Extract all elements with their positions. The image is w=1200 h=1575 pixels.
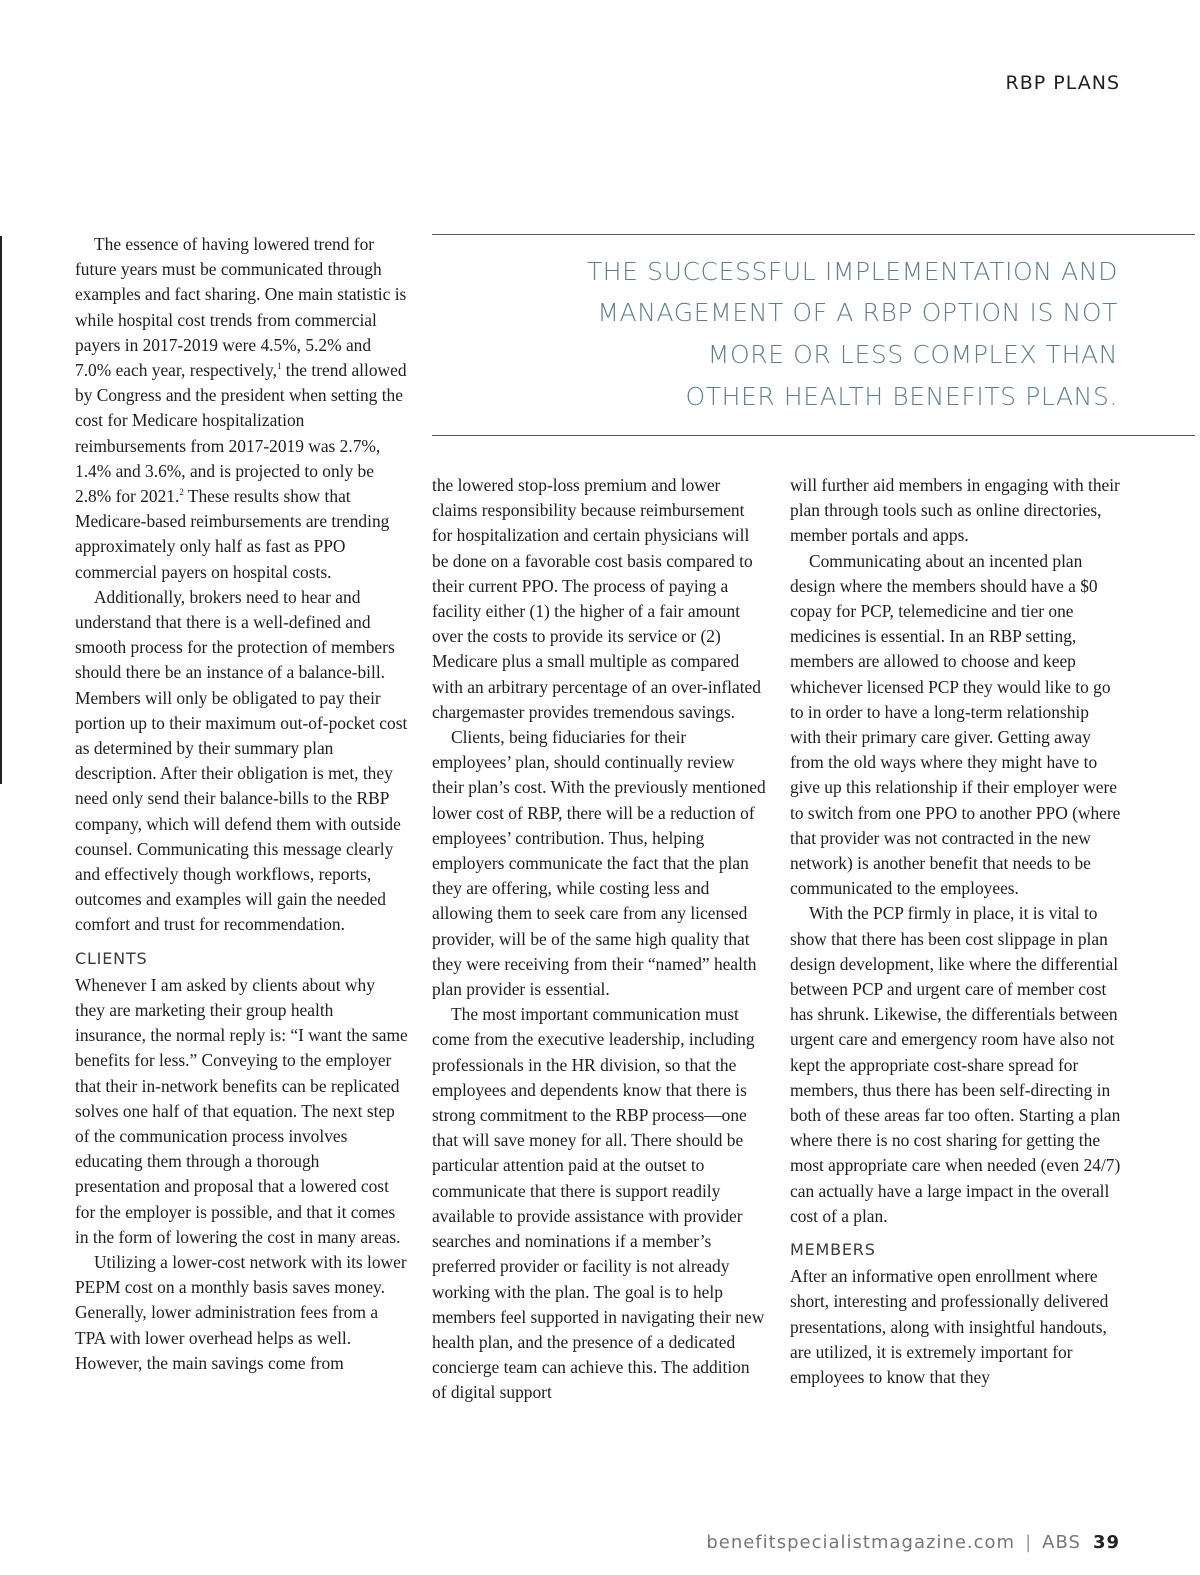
paragraph: Communicating about an incented plan design where the members should have a $0 copay for PCP, telemedicine and tier one medicines is essential. In an RBP setting, members are allowed to choose and keep whichever licensed PCP they would like to go to in order to have a long-term relationship with their primary care giver. Getting away from the old ways where they might have to give up this relationship if their employer were to switch from one PPO to another PPO (where that provider was not contracted in the new network) is another benefit that needs to be communicated to the employees. <box>790 550 1121 899</box>
footer-separator: | <box>1025 1532 1033 1553</box>
subheading-clients: CLIENTS <box>75 948 148 968</box>
column-1 <box>75 232 408 1376</box>
pull-quote-line: THE SUCCESSFUL IMPLEMENTATION AND <box>586 257 1118 286</box>
footnote-marker: 2 <box>179 487 184 498</box>
paragraph: Utilizing a lower-cost network with its lower PEPM cost on a monthly basis saves money. Generally, lower administration fees from a TPA with lower overhead helps as well. However, the main savings come from <box>75 1251 407 1373</box>
footer-publication: ABS <box>1042 1532 1081 1553</box>
section-label: RBP PLANS <box>1005 72 1120 94</box>
subheading-members: MEMBERS <box>790 1240 876 1260</box>
pull-quote-line: MANAGEMENT OF A RBP OPTION IS NOT <box>597 298 1118 327</box>
pull-quote-line: MORE OR LESS COMPLEX THAN <box>707 340 1118 369</box>
page-footer <box>706 1532 1120 1553</box>
paragraph: Whenever I am asked by clients about why they are marketing their group health insurance, the normal reply is: “I want the same benefits for less.” Conveying to the employer that their in-network benefits can be replicated solves one half of that equation. The next step of the communication process involves educating them through a thorough presentation and proposal that a lowered cost for the employer is possible, and that it comes in the form of lowering the cost in many areas. <box>75 974 408 1247</box>
page-number: 39 <box>1092 1532 1120 1553</box>
column-2 <box>432 473 768 1406</box>
paragraph: The essence of having lowered trend for future years must be communicated through examples and fact sharing. One main statistic is while hospital cost trends from commercial payers in 2017-2019 were 4.5%, 5.2% and 7.0% each year, respectively,$^1$ the trend allowed by Congress and the president when setting the cost for Medicare hospitalization reimbursements from 2017-2019 was 2.7%, 1.4% and 3.6%, and is projected to only be 2.8% for 2021.$^2$ These results show that Medicare-based reimbursements are trending approximately only half as fast as PPO commercial payers on hospital costs. <box>75 234 407 582</box>
paragraph: After an informative open enrollment where short, interesting and professionally delivered presentations, along with insightful handouts, are utilized, it is extremely important for employees to know that they <box>790 1266 1109 1387</box>
footnote-marker: 1 <box>276 361 282 372</box>
left-margin-rule <box>0 236 2 784</box>
footer-website: benefitspecialistmagazine.com <box>706 1532 1016 1553</box>
paragraph: With the PCP firmly in place, it is vital to show that there has been cost slippage in plan design development, like where the differential between PCP and urgent care of member cost has shrunk. Likewise, the differentials between urgent care and emergency room have also not kept the appropriate cost-share spread for members, thus there has been self-directing in both of these areas far too often. Starting a plan where there is no cost sharing for getting the most appropriate care when needed (even 24/7) can actually have a large impact in the overall cost of a plan. <box>790 903 1121 1226</box>
paragraph: Clients, being fiduciaries for their employees’ plan, should continually review their plan’s cost. With the previously mentioned lower cost of RBP, there will be a reduction of employees’ contribution. Thus, helping employers communicate the fact that the plan they are offering, while costing less and allowing them to seek care from any licensed provider, will be of the same high quality that they were receiving from their “named” health plan provider is essential. <box>432 727 766 1000</box>
paragraph: the lowered stop-loss premium and lower claims responsibility because reimbursement for hospitalization and certain physicians will be done on a favorable cost basis compared to their current PPO. The process of paying a facility either (1) the higher of a fair amount over the costs to provide its service or (2) Medicare plus a small multiple as compared with an arbitrary percentage of an over-inflated chargemaster provides tremendous savings. <box>432 475 761 722</box>
pull-quote <box>432 234 1195 436</box>
paragraph: will further aid members in engaging with their plan through tools such as online directories, member portals and apps. <box>790 475 1120 546</box>
column-3 <box>790 473 1124 1390</box>
pull-quote-line: OTHER HEALTH BENEFITS PLANS. <box>685 382 1118 411</box>
paragraph: Additionally, brokers need to hear and understand that there is a well-defined and smooth process for the protection of members should there be an instance of a balance-bill. Members will only be obligated to pay their portion up to their maximum out-of-pocket cost as determined by their summary plan description. After their obligation is met, they need only send their balance-bills to the RBP company, which will defend them with outside counsel. Communicating this message clearly and effectively though workflows, reports, outcomes and examples will gain the needed comfort and trust for recommendation. <box>75 586 408 935</box>
paragraph: The most important communication must come from the executive leadership, including professionals in the HR division, so that the employees and dependents know that there is strong commitment to the RBP process—one that will save money for all. There should be particular attention paid at the outset to communicate that there is support readily available to provide assistance with provider searches and nominations if a member’s preferred provider or facility is not already working with the plan. The goal is to help members feel supported in navigating their new health plan, and the presence of a dedicated concierge team can achieve this. The addition of digital support <box>432 1004 765 1403</box>
